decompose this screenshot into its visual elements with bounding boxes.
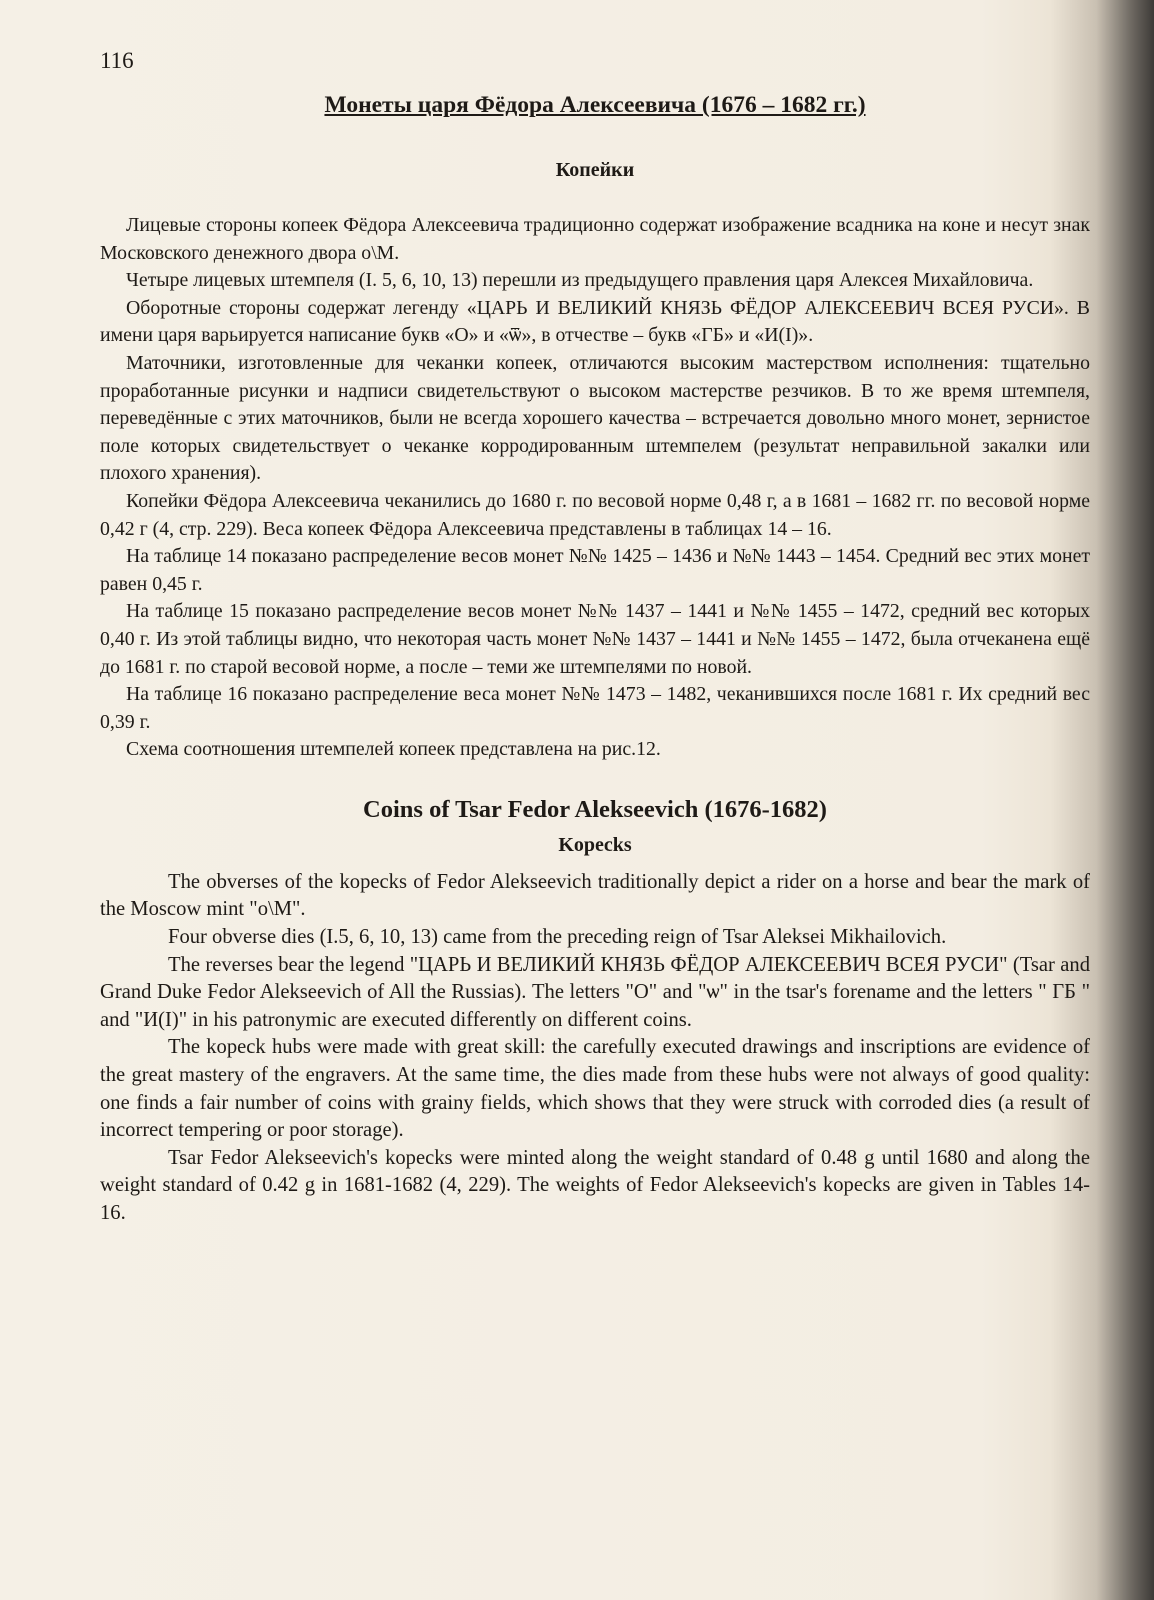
russian-paragraph: Схема соотношения штемпелей копеек представлена на рис.12. [126, 738, 661, 761]
russian-paragraph: На таблице 15 показано распределение весов монет №№ 1437 – 1441 и №№ 1455 – 1472, средний вес которых 0,40 г. Из этой таблицы видно, что некоторая часть монет №№ 1437 – 1441 и №№ 1455 – 1472, была отчеканена ещё до 1681 г. по старой весовой норме, а после – теми же штемпелями по новой. [100, 600, 1090, 678]
russian-paragraph: Оборотные стороны содержат легенду «ЦАРЬ И ВЕЛИКИЙ КНЯЗЬ ФЁДОР АЛЕКСЕЕВИЧ ВСЕЯ РУСИ». В имени царя варьируется написание букв «О» и «ѿ», в отчестве – букв «ГБ» и «И(I)». [100, 296, 1090, 347]
english-text-body [100, 869, 1090, 1228]
russian-paragraph: Копейки Фёдора Алексеевича чеканились до 1680 г. по весовой норме 0,48 г, а в 1681 – 1682 гг. по весовой норме 0,42 г (4, стр. 229). Веса копеек Фёдора Алексеевича представлены в таблицах 14 – 16. [100, 489, 1090, 540]
russian-paragraph: Маточники, изготовленные для чеканки копеек, отличаются высоким мастерством исполнения: тщательно проработанные рисунки и надписи свидетельствуют о высоком мастерстве резчиков. В то же время штемпеля, переведённые с этих маточников, были не всегда хорошего качества – встречается довольно много монет, зернистое поле которых свидетельствует о чеканке корродированным штемпелем (результат неправильной закалки или плохого хранения). [100, 351, 1090, 485]
english-paragraph: The reverses bear the legend "ЦАРЬ И ВЕЛИКИЙ КНЯЗЬ ФЁДОР АЛЕКСЕЕВИЧ ВСЕЯ РУСИ" (Tsar and Grand Duke Fedor Alekseevich of All the Russias). The letters "O" and "ѡ" in the tsar's forename and the letters " ГБ " and "И(I)" in his patronymic are executed differently on different coins. [100, 953, 1090, 1031]
russian-paragraph: Четыре лицевых штемпеля (I. 5, 6, 10, 13) перешли из предыдущего правления царя Алексея Михайловича. [126, 269, 1034, 292]
english-paragraph: The obverses of the kopecks of Fedor Alekseevich traditionally depict a rider on a horse and bear the mark of the Moscow mint "o\M". [100, 870, 1090, 921]
russian-section-title: Монеты царя Фёдора Алексеевича (1676 – 1682 гг.) [324, 92, 866, 118]
russian-paragraph: На таблице 16 показано распределение веса монет №№ 1473 – 1482, чеканившихся после 1681 г. Их средний вес 0,39 г. [100, 683, 1090, 733]
english-section-subtitle: Kopecks [558, 833, 632, 856]
english-section-title: Coins of Tsar Fedor Alekseevich (1676-1682) [363, 795, 827, 823]
english-paragraph: Four obverse dies (I.5, 6, 10, 13) came from the preceding reign of Tsar Aleksei Mikhailovich. [168, 926, 947, 949]
russian-paragraph: На таблице 14 показано распределение весов монет №№ 1425 – 1436 и №№ 1443 – 1454. Средний вес этих монет равен 0,45 г. [100, 545, 1090, 595]
russian-section-subtitle: Копейки [555, 159, 635, 181]
page-number: 116 [100, 48, 134, 73]
page-content [100, 48, 1090, 1228]
english-paragraph: Tsar Fedor Alekseevich's kopecks were minted along the weight standard of 0.48 g until 1680 and along the weight standard of 0.42 g in 1681-1682 (4, 229). The weights of Fedor Alekseevich's kopecks are given in Tables 14-16. [100, 1146, 1090, 1224]
russian-text-body [100, 212, 1090, 764]
russian-paragraph: Лицевые стороны копеек Фёдора Алексеевича традиционно содержат изображение всадника на коне и несут знак Московского денежного двора о\М. [100, 214, 1090, 264]
english-paragraph: The kopeck hubs were made with great skill: the carefully executed drawings and inscriptions are evidence of the great mastery of the engravers. At the same time, the dies made from these hubs were not always of good quality: one finds a fair number of coins with grainy fields, which shows that they were struck with corroded dies (a result of incorrect tempering or poor storage). [100, 1036, 1090, 1142]
